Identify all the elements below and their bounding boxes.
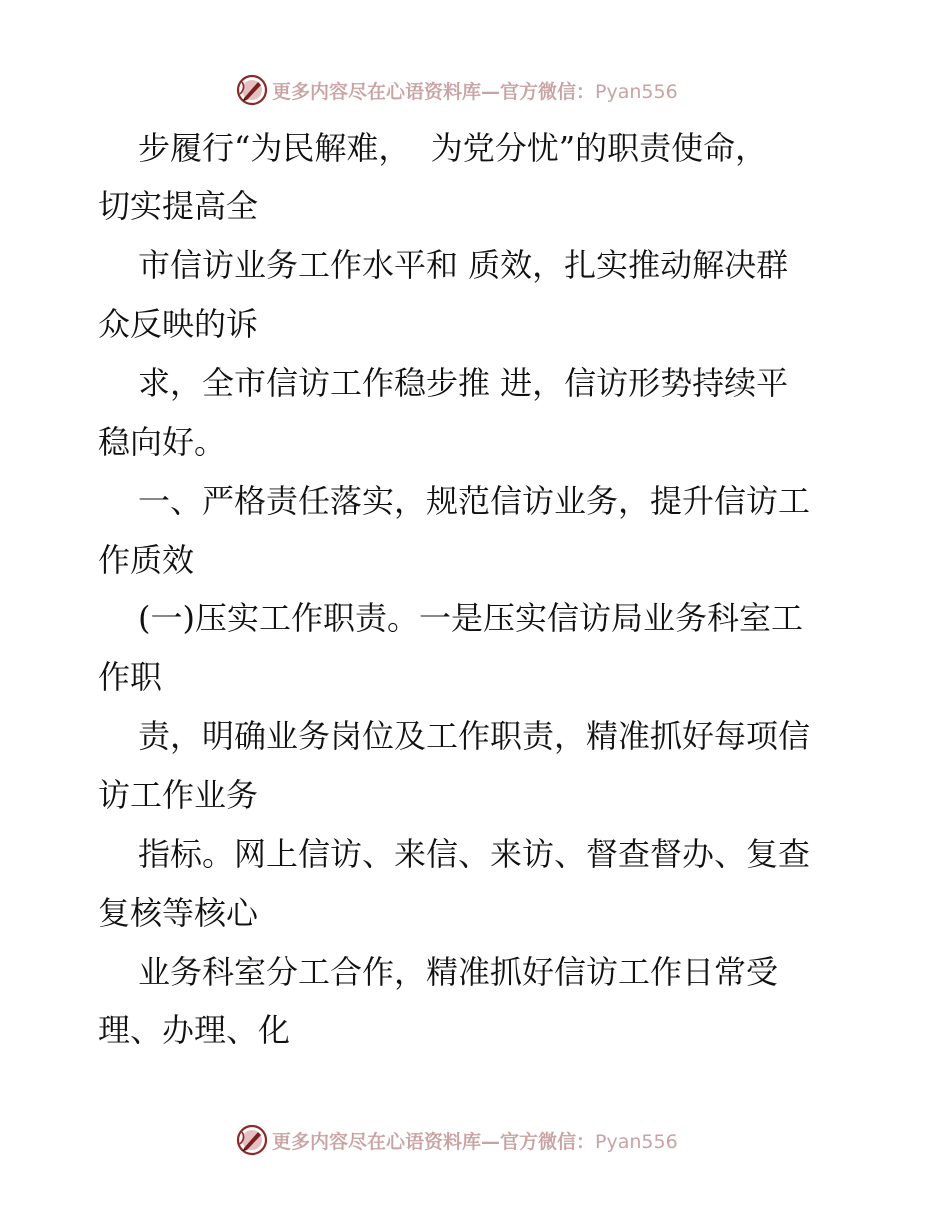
paragraph-line: 求，全市信访工作稳步推 进，信访形势持续平 [138,364,789,402]
paragraph-line: 业务科室分工合作，精准抓好信访工作日常受 [138,953,779,991]
paragraph-line: 责，明确业务岗位及工作职责，精准抓好每项信 [138,717,811,755]
paragraph-line: 众反映的诉 [98,305,259,343]
paragraph-line: 步履行“为民解难， 为党分忧”的职责使命， [138,129,768,167]
footer-banner-text [272,1127,678,1154]
section-heading-line: 一、严格责任落实，规范信访业务，提升信访工 [138,482,811,520]
header-banner-cn: 更多内容尽在心语资料库—官方微信： [272,80,596,103]
section-heading-line: 作质效 [98,541,195,579]
paragraph-line: 稳向好。 [98,423,227,461]
pen-seal-logo-icon [236,74,268,106]
pen-seal-logo-icon [236,1124,268,1156]
paragraph-line: 复核等核心 [98,894,259,932]
header-banner [236,73,678,107]
paragraph-line: 作职 [98,658,163,696]
paragraph-line: 访工作业务 [98,776,259,814]
paragraph-line: 市信访业务工作水平和 质效，扎实推动解决群 [138,246,789,284]
footer-banner-cn: 更多内容尽在心语资料库—官方微信： [272,1130,596,1153]
header-banner-wechat-id: Pyan556 [595,80,678,103]
footer-banner [236,1123,678,1157]
header-banner-text [272,77,678,104]
paragraph-line: (一)压实工作职责。一是压实信访局业务科室工 [138,599,803,637]
paragraph-line: 切实提高全 [98,187,259,225]
paragraph-line: 指标。网上信访、来信、来访、督查督办、复查 [138,835,811,873]
paragraph-line: 理、办理、化 [98,1011,291,1049]
footer-banner-wechat-id: Pyan556 [595,1130,678,1153]
